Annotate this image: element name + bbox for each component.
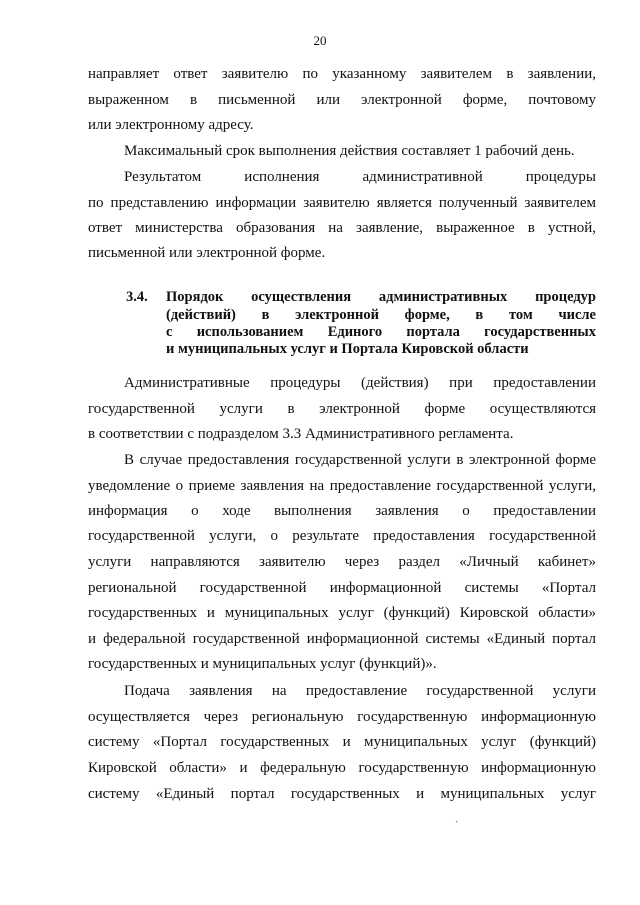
text-line: Максимальный срок выполнения действия составляет 1 рабочий день. — [124, 143, 575, 159]
section-heading-line: (действий) в электронной форме, в том числе — [166, 307, 596, 323]
text-line: Результатом исполнения административной процедуры — [124, 169, 596, 185]
text-line: ответ министерства образования на заявление, выраженное в устной, — [88, 220, 596, 236]
text-line: систему «Единый портал государственных и муниципальных услуг — [88, 786, 596, 802]
text-line: систему «Портал государственных и муниципальных услуг (функций) — [88, 734, 596, 750]
text-line: В случае предоставления государственной услуги в электронной форме — [124, 452, 596, 468]
text-line: письменной или электронной форме. — [88, 245, 326, 261]
section-number: 3.4. — [126, 289, 148, 305]
text-line: государственных и муниципальных услуг (функций)». — [88, 656, 437, 672]
text-line: государственной услуги в электронной форме осуществляются — [88, 401, 596, 417]
text-line: по представлению информации заявителю является полученный заявителем — [88, 195, 596, 211]
section-heading-line: с использованием Единого портала государственных — [166, 324, 596, 340]
text-line: направляет ответ заявителю по указанному заявителем в заявлении, — [88, 66, 596, 82]
scan-speck: ˎ — [455, 812, 459, 823]
text-line: информация о ходе выполнения заявления о предоставлении — [88, 503, 596, 519]
text-line: и федеральной государственной информационной системы «Единый портал — [88, 631, 596, 647]
text-line: Административные процедуры (действия) при предоставлении — [124, 375, 596, 391]
text-line: Подача заявления на предоставление государственной услуги — [124, 683, 596, 699]
text-line: уведомление о приеме заявления на предоставление государственной услуги, — [88, 478, 596, 494]
page-number: 20 — [313, 33, 327, 48]
text-line: государственных и муниципальных услуг (функций) Кировской области» — [88, 605, 596, 621]
text-line: осуществляется через региональную государственную информационную — [88, 709, 596, 725]
text-line: Кировской области» и федеральную государственную информационную — [88, 760, 596, 776]
text-line: в соответствии с подразделом 3.3 Административного регламента. — [88, 426, 514, 442]
text-line: услуги направляются заявителю через раздел «Личный кабинет» — [88, 554, 596, 570]
text-line: выраженном в письменной или электронной форме, почтовому — [88, 92, 596, 108]
section-heading-line: Порядок осуществления административных процедур — [166, 289, 596, 305]
section-heading-line: и муниципальных услуг и Портала Кировской области — [166, 341, 529, 357]
text-line: региональной государственной информационной системы «Портал — [88, 580, 596, 596]
text-line: государственной услуги, о результате предоставления государственной — [88, 528, 596, 544]
text-line: или электронному адресу. — [88, 117, 254, 133]
